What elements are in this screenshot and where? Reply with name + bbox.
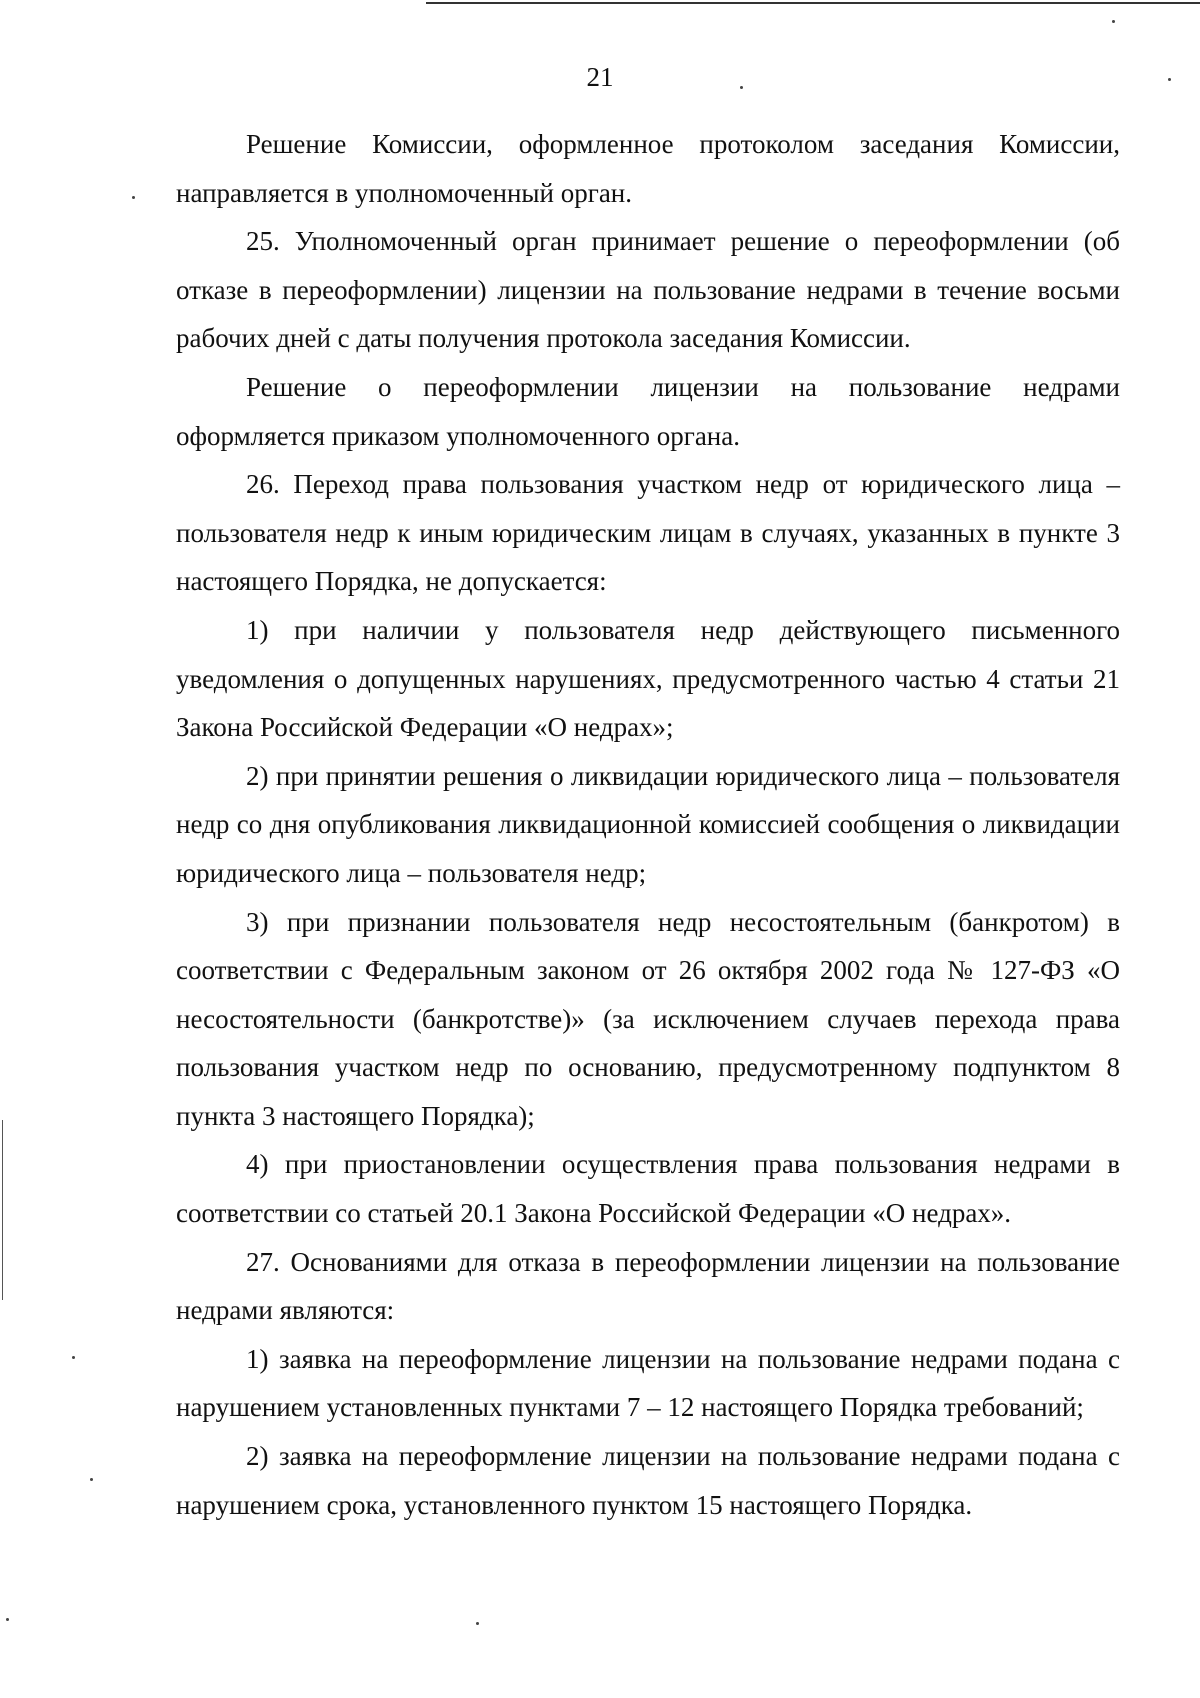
paragraph: 27. Основаниями для отказа в переоформлении лицензии на пользование недрами являются: [176,1246,1120,1326]
paragraph: 1) при наличии у пользователя недр действующего письменного уведомления о допущенных нарушениях, предусмотренного частью 4 статьи 21 Закона Российской Федерации «О недрах»; [176,614,1120,743]
scan-edge-line [2,1120,3,1300]
paragraph: 4) при приостановлении осуществления права пользования недрами в соответствии со статьей 20.1 Закона Российской Федерации «О недрах». [176,1149,1120,1229]
scan-speck [1168,78,1171,81]
scan-border-line [426,2,1200,4]
scan-speck [1112,20,1115,23]
scan-speck [90,1478,93,1481]
scan-speck [476,1622,479,1625]
scan-speck [72,1356,75,1359]
scan-speck [6,1618,9,1621]
scan-speck [132,196,135,199]
scan-speck [740,86,743,89]
paragraph: Решение о переоформлении лицензии на пользование недрами оформляется приказом уполномоченного органа. [176,371,1120,451]
paragraph: 25. Уполномоченный орган принимает решение о переоформлении (об отказе в переоформлении) лицензии на пользование недрами в течение восьми рабочих дней с даты получения протокола заседания Комиссии. [176,226,1120,354]
paragraph: 3) при признании пользователя недр несостоятельным (банкротом) в соответствии с Федеральным законом от 26 октября 2002 года № 127-ФЗ «О несостоятельности (банкротстве)» (за исключением случаев перехода права пользования участком недр по основанию, предусмотренному подпунктом 8 пункта 3 настоящего Порядка); [176,906,1120,1131]
paragraph: 1) заявка на переоформление лицензии на пользование недрами подана с нарушением установленных пунктами 7 – 12 настоящего Порядка требований; [176,1343,1120,1423]
paragraph: 2) заявка на переоформление лицензии на пользование недрами подана с нарушением срока, установленного пунктом 15 настоящего Порядка. [176,1441,1120,1520]
document-body [176,120,1120,1529]
paragraph: 26. Переход права пользования участком недр от юридического лица – пользователя недр к иным юридическим лицам в случаях, указанных в пункте 3 настоящего Порядка, не допускается: [176,469,1120,597]
paragraph: Решение Комиссии, оформленное протоколом заседания Комиссии, направляется в уполномоченный орган. [176,129,1120,208]
paragraph: 2) при принятии решения о ликвидации юридического лица – пользователя недр со дня опубликования ликвидационной комиссией сообщения о ликвидации юридического лица – пользователя недр; [176,760,1120,888]
page-number: 21 [586,62,614,92]
